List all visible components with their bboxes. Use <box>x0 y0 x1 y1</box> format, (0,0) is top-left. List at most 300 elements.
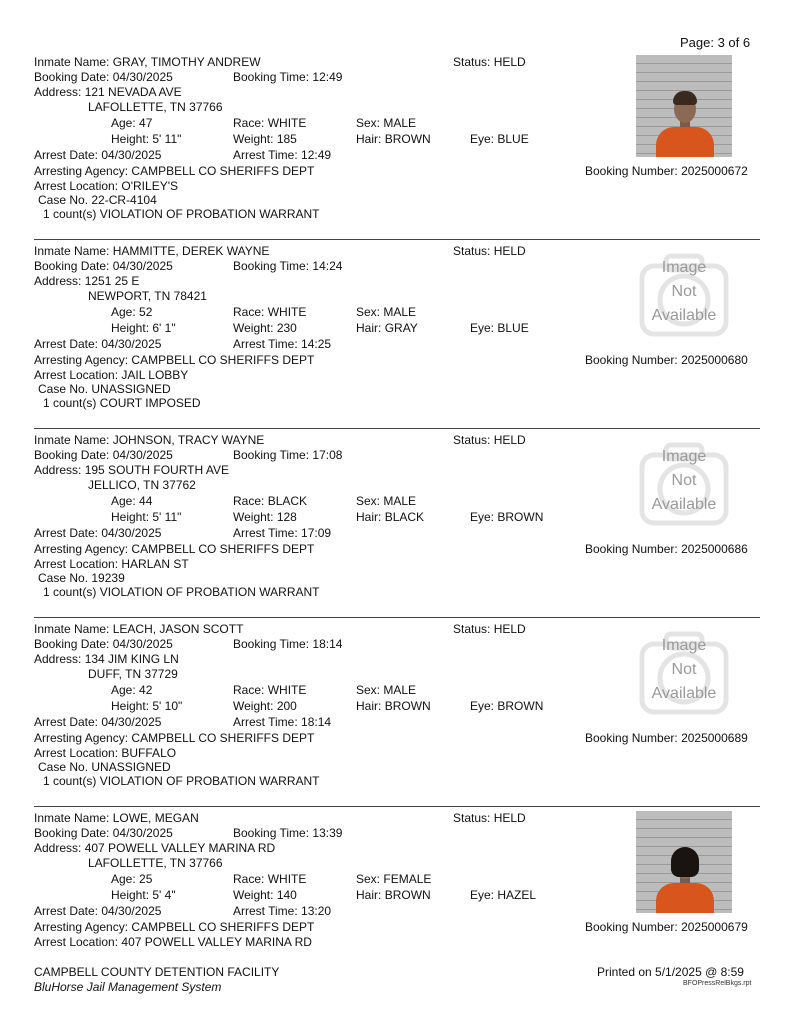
address-city-value: JELLICO, TN 37762 <box>88 478 196 492</box>
status-value: HELD <box>493 811 526 825</box>
arrest-location-value: O'RILEY'S <box>121 179 178 193</box>
race-value: WHITE <box>267 683 307 697</box>
arresting-agency-value: CAMPBELL CO SHERIFFS DEPT <box>131 542 315 556</box>
sex-label: Sex: <box>356 305 381 319</box>
record-separator <box>34 239 760 240</box>
inmate-name <box>34 433 264 447</box>
address-label: Address: <box>34 274 82 288</box>
address-label: Address: <box>34 841 82 855</box>
height <box>111 132 181 146</box>
inmate-record <box>0 622 790 802</box>
booking-date <box>34 448 173 462</box>
booking-time-value: 17:08 <box>312 448 343 462</box>
weight-value: 185 <box>276 132 297 146</box>
address-value: 134 JIM KING LN <box>84 652 179 666</box>
height-label: Height: <box>111 321 150 335</box>
inmate-record <box>0 433 790 613</box>
sex-value: MALE <box>383 116 417 130</box>
arrest-date-label: Arrest Date: <box>34 526 99 540</box>
charge <box>43 207 319 221</box>
arresting-agency <box>34 164 314 178</box>
booking-time <box>233 70 342 84</box>
eye-label: Eye: <box>470 132 495 146</box>
booking-time <box>233 826 342 840</box>
sex-value: MALE <box>383 305 417 319</box>
inmate-name-value: LOWE, MEGAN <box>112 811 199 825</box>
inmate-record <box>0 55 790 235</box>
image-not-available <box>636 433 732 535</box>
arresting-agency-label: Arresting Agency: <box>34 164 129 178</box>
arrest-date-label: Arrest Date: <box>34 148 99 162</box>
arrest-date-value: 04/30/2025 <box>101 904 162 918</box>
page-number: Page: 3 of 6 <box>680 35 751 50</box>
case-number-label: Case No. <box>38 382 89 396</box>
image-not-available <box>636 244 732 346</box>
arrest-time-label: Arrest Time: <box>233 715 298 729</box>
address <box>34 85 182 99</box>
not-available-text: Image <box>661 259 707 276</box>
weight <box>233 132 297 146</box>
race-label: Race: <box>233 494 265 508</box>
height-value: 5' 4" <box>152 888 176 902</box>
arrest-date <box>34 337 161 351</box>
charge-value: 1 count(s) COURT IMPOSED <box>43 396 201 410</box>
booking-time-label: Booking Time: <box>233 259 310 273</box>
case-number-value: 19239 <box>91 571 125 585</box>
booking-number <box>585 920 748 934</box>
sex-value: MALE <box>383 683 417 697</box>
status-value: HELD <box>493 622 526 636</box>
address-city <box>88 478 196 492</box>
height-label: Height: <box>111 888 150 902</box>
weight-label: Weight: <box>233 510 274 524</box>
image-not-available <box>636 622 732 724</box>
arrest-location <box>34 179 178 193</box>
address-label: Address: <box>34 652 82 666</box>
printed-on: Printed on 5/1/2025 @ 8:59 <box>597 965 744 979</box>
height <box>111 699 182 713</box>
sex <box>356 872 431 886</box>
inmate-name-label: Inmate Name: <box>34 55 110 69</box>
arresting-agency-label: Arresting Agency: <box>34 731 129 745</box>
address-value: 1251 25 E <box>84 274 140 288</box>
booking-date-value: 04/30/2025 <box>112 826 173 840</box>
arrest-date-value: 04/30/2025 <box>101 148 162 162</box>
booking-date-value: 04/30/2025 <box>112 70 173 84</box>
height-label: Height: <box>111 132 150 146</box>
race-label: Race: <box>233 683 265 697</box>
arrest-time <box>233 337 331 351</box>
height-value: 5' 10" <box>152 699 183 713</box>
male-mugshot-photo <box>636 55 732 157</box>
race-value: WHITE <box>267 305 307 319</box>
charge-value: 1 count(s) VIOLATION OF PROBATION WARRANT <box>43 207 320 221</box>
hair-label: Hair: <box>356 699 382 713</box>
hair-label: Hair: <box>356 132 382 146</box>
address <box>34 274 139 288</box>
booking-time <box>233 259 342 273</box>
address-value: 195 SOUTH FOURTH AVE <box>84 463 229 477</box>
hair-value: BROWN <box>384 132 431 146</box>
hair-value: BROWN <box>384 888 431 902</box>
height-value: 5' 11" <box>152 132 182 146</box>
booking-date <box>34 637 173 651</box>
arrest-time <box>233 904 331 918</box>
booking-date-label: Booking Date: <box>34 70 110 84</box>
system-name: BluHorse Jail Management System <box>34 980 222 994</box>
sex-label: Sex: <box>356 116 381 130</box>
booking-number <box>585 164 748 178</box>
address-label: Address: <box>34 463 82 477</box>
hair-label: Hair: <box>356 321 382 335</box>
charge <box>43 585 319 599</box>
arresting-agency <box>34 542 314 556</box>
arrest-location <box>34 368 188 382</box>
inmate-name-label: Inmate Name: <box>34 622 110 636</box>
eye <box>470 510 543 524</box>
arrest-time-value: 14:25 <box>301 337 332 351</box>
address-city-value: DUFF, TN 37729 <box>88 667 178 681</box>
age-label: Age: <box>111 305 136 319</box>
race-label: Race: <box>233 305 265 319</box>
address-value: 407 POWELL VALLEY MARINA RD <box>84 841 276 855</box>
arrest-date <box>34 526 161 540</box>
age <box>111 305 152 319</box>
arrest-time-value: 12:49 <box>301 148 332 162</box>
hair-label: Hair: <box>356 888 382 902</box>
height <box>111 321 176 335</box>
case-number-label: Case No. <box>38 760 89 774</box>
inmate-record <box>0 811 790 991</box>
weight <box>233 510 297 524</box>
booking-time-value: 13:39 <box>312 826 343 840</box>
booking-number-value: 2025000689 <box>681 731 748 745</box>
address <box>34 463 229 477</box>
sex-value: FEMALE <box>383 872 432 886</box>
age <box>111 494 152 508</box>
sex <box>356 494 416 508</box>
address-city <box>88 667 178 681</box>
sex-label: Sex: <box>356 494 381 508</box>
age <box>111 683 152 697</box>
arresting-agency-value: CAMPBELL CO SHERIFFS DEPT <box>131 731 315 745</box>
address-city <box>88 289 207 303</box>
booking-number-label: Booking Number: <box>585 920 678 934</box>
weight-value: 128 <box>276 510 297 524</box>
inmate-name <box>34 55 261 69</box>
case-number <box>38 571 125 585</box>
race-value: WHITE <box>267 872 307 886</box>
arrest-location-value: BUFFALO <box>121 746 177 760</box>
not-available-text: Not <box>671 472 697 489</box>
sex-label: Sex: <box>356 683 381 697</box>
not-available-text: Image <box>661 637 707 654</box>
age <box>111 116 152 130</box>
address <box>34 841 275 855</box>
hair <box>356 321 418 335</box>
arresting-agency-value: CAMPBELL CO SHERIFFS DEPT <box>131 353 315 367</box>
record-separator <box>34 428 760 429</box>
weight <box>233 888 297 902</box>
charge-value: 1 count(s) VIOLATION OF PROBATION WARRANT <box>43 585 320 599</box>
booking-number-value: 2025000679 <box>681 920 748 934</box>
hair <box>356 510 424 524</box>
booking-number-value: 2025000686 <box>681 542 748 556</box>
race <box>233 872 306 886</box>
inmate-name <box>34 622 243 636</box>
arresting-agency <box>34 920 314 934</box>
charge <box>43 396 201 410</box>
race <box>233 305 306 319</box>
hair-value: BLACK <box>384 510 425 524</box>
case-number-value: UNASSIGNED <box>91 760 171 774</box>
booking-date-value: 04/30/2025 <box>112 259 173 273</box>
booking-time <box>233 448 342 462</box>
arresting-agency-value: CAMPBELL CO SHERIFFS DEPT <box>131 164 315 178</box>
status <box>453 244 526 258</box>
arrest-time-label: Arrest Time: <box>233 904 298 918</box>
charge <box>43 774 319 788</box>
weight-value: 140 <box>276 888 297 902</box>
booking-number <box>585 353 748 367</box>
race <box>233 494 307 508</box>
arrest-time-value: 13:20 <box>301 904 332 918</box>
inmate-name <box>34 244 269 258</box>
inmate-name-value: LEACH, JASON SCOTT <box>112 622 244 636</box>
arrest-date <box>34 148 161 162</box>
booking-time <box>233 637 342 651</box>
height <box>111 510 181 524</box>
arrest-location-label: Arrest Location: <box>34 368 119 382</box>
status-label: Status: <box>453 811 491 825</box>
weight-value: 200 <box>276 699 297 713</box>
eye-label: Eye: <box>470 321 495 335</box>
age-value: 52 <box>139 305 153 319</box>
age-value: 44 <box>139 494 153 508</box>
age-value: 25 <box>139 872 153 886</box>
booking-time-value: 18:14 <box>312 637 343 651</box>
address-city-value: NEWPORT, TN 78421 <box>88 289 207 303</box>
arrest-location-label: Arrest Location: <box>34 557 119 571</box>
arresting-agency <box>34 731 314 745</box>
sex <box>356 683 416 697</box>
booking-date <box>34 70 173 84</box>
height <box>111 888 176 902</box>
eye <box>470 321 529 335</box>
arrest-location-value: JAIL LOBBY <box>121 368 189 382</box>
weight-label: Weight: <box>233 699 274 713</box>
booking-date-label: Booking Date: <box>34 448 110 462</box>
sex <box>356 116 416 130</box>
arrest-location-label: Arrest Location: <box>34 179 119 193</box>
status <box>453 55 526 69</box>
address <box>34 652 179 666</box>
hair-value: BROWN <box>384 699 431 713</box>
arrest-time-label: Arrest Time: <box>233 337 298 351</box>
age-label: Age: <box>111 494 136 508</box>
hair <box>356 132 431 146</box>
record-separator <box>34 617 760 618</box>
charge-value: 1 count(s) VIOLATION OF PROBATION WARRANT <box>43 774 320 788</box>
race-label: Race: <box>233 872 265 886</box>
address-city-value: LAFOLLETTE, TN 37766 <box>88 856 223 870</box>
case-number-label: Case No. <box>38 193 89 207</box>
arrest-location <box>34 935 312 949</box>
height-label: Height: <box>111 510 150 524</box>
eye-label: Eye: <box>470 510 495 524</box>
arrest-date <box>34 904 161 918</box>
arrest-date-label: Arrest Date: <box>34 337 99 351</box>
inmate-record <box>0 244 790 424</box>
address-city-value: LAFOLLETTE, TN 37766 <box>88 100 223 114</box>
booking-number-label: Booking Number: <box>585 353 678 367</box>
booking-date-label: Booking Date: <box>34 826 110 840</box>
age-label: Age: <box>111 683 136 697</box>
weight-label: Weight: <box>233 888 274 902</box>
weight-label: Weight: <box>233 321 274 335</box>
height-label: Height: <box>111 699 150 713</box>
age-value: 42 <box>139 683 153 697</box>
age-label: Age: <box>111 116 136 130</box>
weight-label: Weight: <box>233 132 274 146</box>
arrest-location-value: 407 POWELL VALLEY MARINA RD <box>121 935 312 949</box>
age-value: 47 <box>139 116 153 130</box>
not-available-text: Not <box>671 661 697 678</box>
inmate-name-label: Inmate Name: <box>34 433 110 447</box>
race <box>233 683 306 697</box>
arrest-time <box>233 148 331 162</box>
eye <box>470 132 529 146</box>
inmate-name-value: JOHNSON, TRACY WAYNE <box>112 433 265 447</box>
inmate-name-value: GRAY, TIMOTHY ANDREW <box>112 55 261 69</box>
not-available-text: Image <box>661 448 707 465</box>
arrest-date <box>34 715 161 729</box>
hair <box>356 888 431 902</box>
booking-date <box>34 826 173 840</box>
arrest-time-label: Arrest Time: <box>233 526 298 540</box>
arrest-time-value: 17:09 <box>301 526 332 540</box>
eye-value: BROWN <box>497 510 544 524</box>
not-available-text: Available <box>651 307 717 324</box>
address-city <box>88 856 223 870</box>
arrest-time-label: Arrest Time: <box>233 148 298 162</box>
booking-time-label: Booking Time: <box>233 448 310 462</box>
not-available-text: Available <box>651 685 717 702</box>
eye-label: Eye: <box>470 888 495 902</box>
booking-number-label: Booking Number: <box>585 731 678 745</box>
case-number <box>38 760 171 774</box>
status-label: Status: <box>453 55 491 69</box>
arrest-location-label: Arrest Location: <box>34 746 119 760</box>
arrest-location <box>34 557 189 571</box>
female-mugshot-photo <box>636 811 732 913</box>
inmate-name-label: Inmate Name: <box>34 811 110 825</box>
booking-time-value: 12:49 <box>312 70 343 84</box>
arresting-agency-label: Arresting Agency: <box>34 542 129 556</box>
arrest-time-value: 18:14 <box>301 715 332 729</box>
booking-number-value: 2025000672 <box>681 164 748 178</box>
arrest-date-label: Arrest Date: <box>34 904 99 918</box>
status-value: HELD <box>493 55 526 69</box>
booking-time-label: Booking Time: <box>233 70 310 84</box>
booking-time-label: Booking Time: <box>233 826 310 840</box>
weight <box>233 321 297 335</box>
booking-date <box>34 259 173 273</box>
height-value: 5' 11" <box>152 510 182 524</box>
sex-label: Sex: <box>356 872 381 886</box>
weight-value: 230 <box>276 321 297 335</box>
address-city <box>88 100 223 114</box>
inmate-name <box>34 811 199 825</box>
arresting-agency-label: Arresting Agency: <box>34 353 129 367</box>
sex-value: MALE <box>383 494 417 508</box>
age-label: Age: <box>111 872 136 886</box>
race <box>233 116 306 130</box>
inmate-name-value: HAMMITTE, DEREK WAYNE <box>112 244 270 258</box>
case-number-label: Case No. <box>38 571 89 585</box>
report-name: BFOPressRelBkgs.rpt <box>683 980 752 987</box>
booking-date-value: 04/30/2025 <box>112 637 173 651</box>
arrest-date-label: Arrest Date: <box>34 715 99 729</box>
status-label: Status: <box>453 433 491 447</box>
booking-time-value: 14:24 <box>312 259 343 273</box>
arrest-date-value: 04/30/2025 <box>101 526 162 540</box>
arresting-agency-label: Arresting Agency: <box>34 920 129 934</box>
arrest-time <box>233 715 331 729</box>
not-available-text: Available <box>651 496 717 513</box>
race-label: Race: <box>233 116 265 130</box>
booking-number-label: Booking Number: <box>585 542 678 556</box>
sex <box>356 305 416 319</box>
race-value: WHITE <box>267 116 307 130</box>
race-value: BLACK <box>267 494 308 508</box>
booking-number <box>585 542 748 556</box>
eye-value: BROWN <box>497 699 544 713</box>
not-available-text: Not <box>671 283 697 300</box>
status <box>453 433 526 447</box>
arrest-location-label: Arrest Location: <box>34 935 119 949</box>
record-separator <box>34 806 760 807</box>
case-number <box>38 193 157 207</box>
case-number-value: 22-CR-4104 <box>91 193 157 207</box>
eye <box>470 699 543 713</box>
eye-value: HAZEL <box>497 888 537 902</box>
eye-value: BLUE <box>497 132 529 146</box>
address-value: 121 NEVADA AVE <box>84 85 182 99</box>
status-value: HELD <box>493 433 526 447</box>
arrest-location <box>34 746 176 760</box>
booking-number-value: 2025000680 <box>681 353 748 367</box>
arrest-date-value: 04/30/2025 <box>101 715 162 729</box>
case-number <box>38 382 171 396</box>
booking-date-value: 04/30/2025 <box>112 448 173 462</box>
eye <box>470 888 536 902</box>
booking-date-label: Booking Date: <box>34 259 110 273</box>
address-label: Address: <box>34 85 82 99</box>
arresting-agency-value: CAMPBELL CO SHERIFFS DEPT <box>131 920 315 934</box>
status-value: HELD <box>493 244 526 258</box>
status <box>453 811 526 825</box>
arresting-agency <box>34 353 314 367</box>
booking-date-label: Booking Date: <box>34 637 110 651</box>
arrest-time <box>233 526 331 540</box>
status <box>453 622 526 636</box>
eye-label: Eye: <box>470 699 495 713</box>
hair <box>356 699 431 713</box>
age <box>111 872 152 886</box>
hair-value: GRAY <box>384 321 418 335</box>
eye-value: BLUE <box>497 321 529 335</box>
